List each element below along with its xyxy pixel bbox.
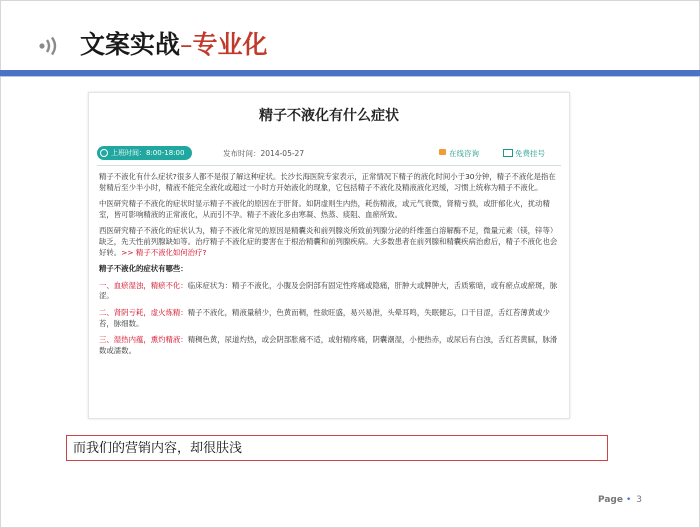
page-dot-icon: • [625, 495, 632, 505]
online-consult-link[interactable]: 在线咨询 [449, 149, 479, 158]
page-indicator [598, 495, 642, 505]
symptom-item-3 [99, 335, 561, 356]
article-body [99, 172, 561, 362]
symptom-item-1 [99, 281, 561, 302]
caption-box: 而我们的营销内容，却很肤浅 [66, 435, 608, 461]
article-title: 精子不液化有什么症状 [259, 108, 399, 124]
paragraph-tcm: 中医研究精子不液化的症状时显示精子不液化的原因在于肝肾。如阴虚则生内热，耗伤精液，或元气衰微，肾精亏损，或肝郁化火，扰动精室，皆可影响精液的正常液化，从而引不孕。精子不液化多由寒凝、热蒸、痰阻、血瘀所致。 [99, 199, 550, 219]
slide-title [80, 28, 268, 62]
paragraph-intro: 精子不液化有什么症状?很多人都不是很了解这种症状。长沙长海医院专家表示，正常情况下精子的液化时间小于30分钟，精子不液化是指在射精后至少半小时，精液不能完全液化或超过一小时方开始液化的现象，它包括精子不液化及精液液化迟缓，习惯上统称为精子不液化。 [99, 172, 556, 192]
page-label: Page [598, 495, 623, 505]
symptom-item-2 [99, 308, 561, 329]
page-number: 3 [636, 495, 643, 505]
free-register-link[interactable]: 免费挂号 [515, 149, 545, 158]
publish-date: 发布时间：2014-05-27 [223, 149, 305, 158]
paragraph-western-text: 西医研究精子不液化的症状认为，精子不液化常见的原因是精囊炎和前列腺炎所致前列腺分泌的纤维蛋白溶解酶不足，微量元素（镁，锌等）缺乏，先天性前列腺缺如等。治疗精子不液化症的要害在于根治精囊和前列腺疾病。大多数患者在前列腺和精囊疾病治愈后，精子不液化也会好转。 [99, 226, 558, 257]
paragraph-western [99, 226, 561, 258]
symptom-label-3: 三、湿热内蕴，熏灼精液： [99, 335, 188, 345]
article-meta [97, 146, 561, 162]
speaker-icon [38, 36, 66, 56]
symptom-text-2: 精子不液化，精液量稍少，色黄而稠，性欲旺盛，易兴易泄，头晕耳鸣，失眠健忘，口干目涩，舌红苔薄黄或少苔，脉细数。 [99, 307, 550, 328]
chat-icon [439, 149, 446, 155]
symptom-text-3: 精稠色黄，尿道灼热，或会阴部胀痛不适，或射精疼痛，阴囊潮湿，小便热赤，或尿后有白浊，舌红苔黄腻，脉滑数或濡数。 [99, 335, 558, 355]
treatment-link[interactable]: >> 精子不液化如何治疗? [121, 247, 207, 257]
symptom-label-2: 二、肾阴亏耗，虚火炼精： [99, 307, 188, 317]
symptom-text-1: 临床症状为：精子不液化，小腹及会阴部有固定性疼痛或隐痛，肝肿大或脾肿大，舌质紫暗，或有瘀点或瘀斑，脉涩。 [99, 280, 558, 301]
symptom-label-1: 一、血瘀湿浊，精瘀不化： [99, 280, 188, 290]
slide-title-main: 文案实战 [80, 30, 181, 59]
slide-title-dash: – [180, 30, 193, 59]
office-hours-badge: 上班时间：8:00-18:00 [97, 146, 192, 160]
article-screenshot [88, 92, 570, 419]
title-rule [0, 70, 700, 76]
symptoms-heading: 精子不液化的症状有哪些： [99, 264, 188, 274]
divider [97, 165, 561, 166]
register-icon [503, 149, 513, 157]
slide-title-sub: 专业化 [192, 30, 268, 59]
